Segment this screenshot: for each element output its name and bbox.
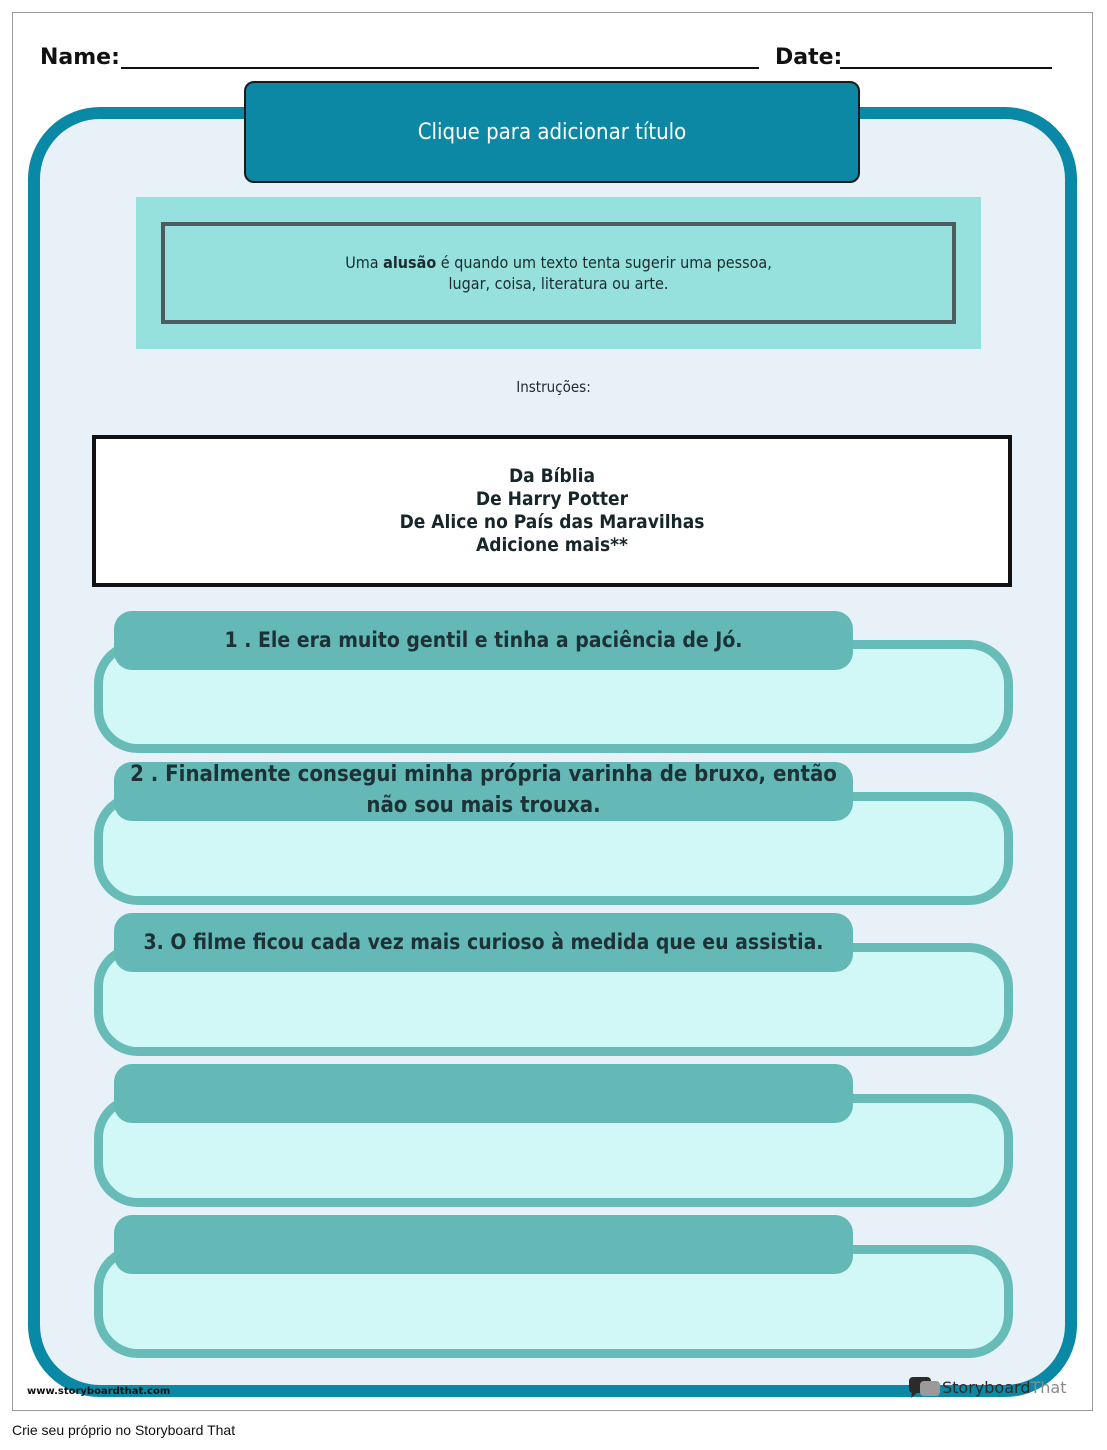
title-box[interactable] <box>244 81 860 183</box>
question-2: 2 . Finalmente consegui minha própria varinha de bruxo, então não sou mais trouxa. <box>130 762 837 818</box>
brand-name-part2: That <box>1030 1377 1067 1397</box>
speech-bubble-icon <box>908 1375 942 1399</box>
sources-box <box>92 435 1012 587</box>
question-1: 1 . Ele era muito gentil e tinha a paciência de Jó. <box>224 628 743 652</box>
page-title: Clique para adicionar título <box>417 119 687 145</box>
question-3: 3. O filme ficou cada vez mais curioso à medida que eu assistia. <box>143 930 824 954</box>
date-label: Date: <box>775 45 843 70</box>
definition-term: alusão <box>383 253 437 272</box>
source-item: Da Bíblia <box>508 465 596 487</box>
storyboardthat-logo <box>908 1374 1066 1400</box>
question-tab-5 <box>114 1215 853 1274</box>
footer-url[interactable]: www.storyboardthat.com <box>27 1386 171 1397</box>
instructions-label: Instruções: <box>516 378 591 396</box>
definition-prefix: Uma <box>345 253 384 272</box>
source-item: De Alice no País das Maravilhas <box>399 511 705 533</box>
create-your-own-link[interactable]: Crie seu próprio no Storyboard That <box>12 1422 236 1438</box>
brand-name-part1: Storyboard <box>942 1377 1031 1397</box>
question-tab-4 <box>114 1064 853 1123</box>
source-item: De Harry Potter <box>475 488 629 510</box>
source-item: Adicione mais** <box>475 534 628 556</box>
name-field[interactable] <box>121 67 759 69</box>
name-label: Name: <box>40 45 120 70</box>
definition-box <box>161 222 956 324</box>
definition-rest: é quando um texto tenta sugerir uma pessoa, <box>436 253 772 272</box>
definition-line-1 <box>345 252 772 273</box>
definition-line-2: lugar, coisa, literatura ou arte. <box>448 274 669 293</box>
date-field[interactable] <box>840 67 1052 69</box>
